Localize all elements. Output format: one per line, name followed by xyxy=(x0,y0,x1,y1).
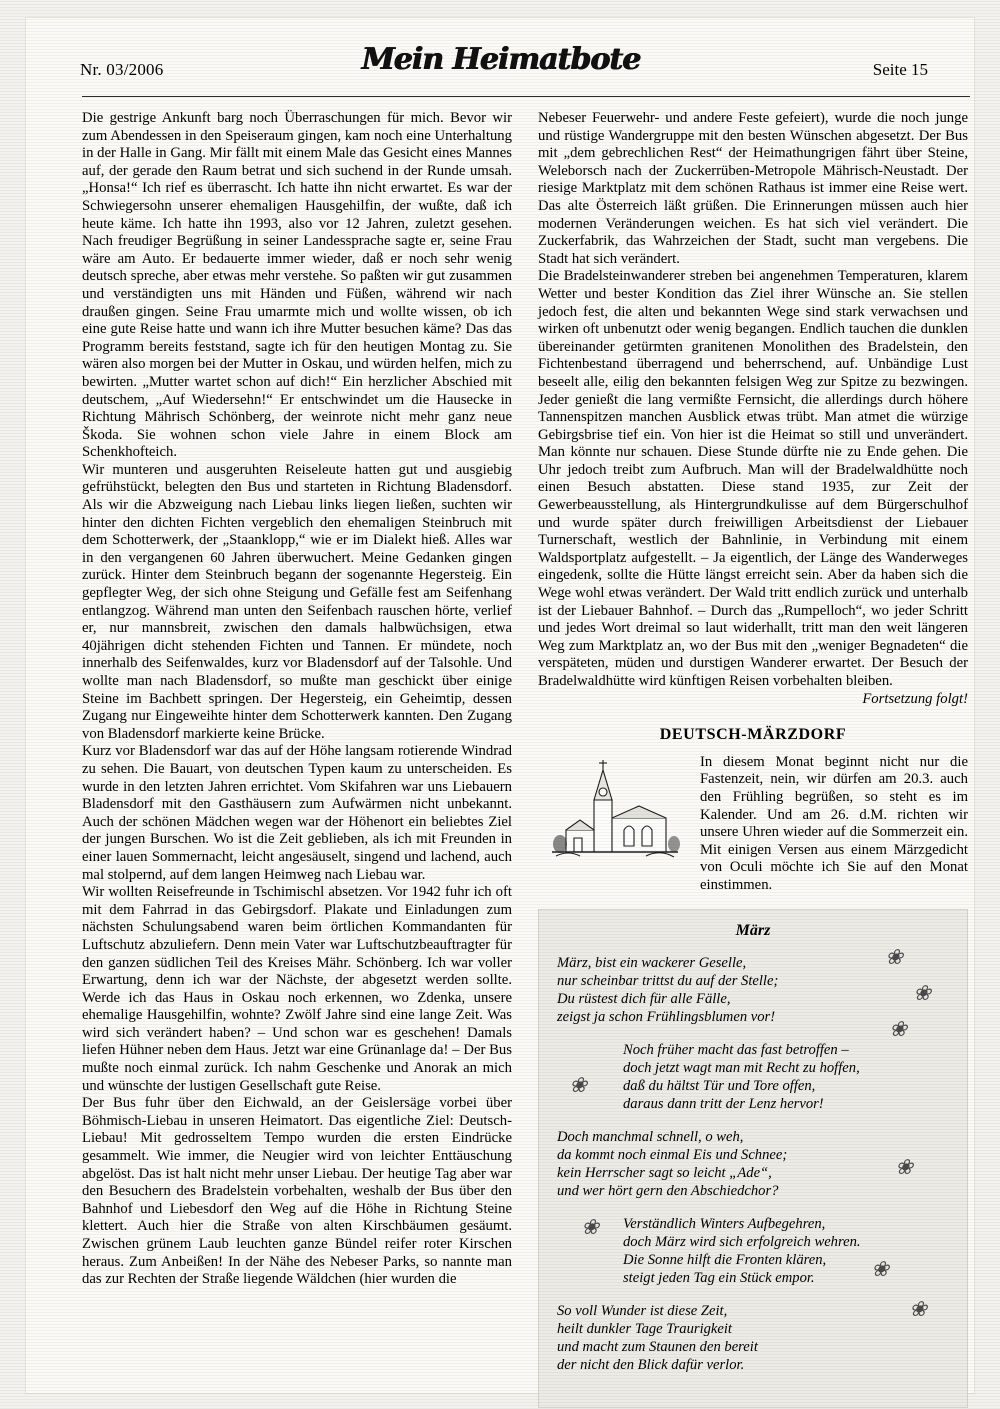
flower-icon: ❀ xyxy=(885,944,903,969)
poem-box xyxy=(538,909,968,1408)
flower-icon: ❀ xyxy=(909,1296,927,1321)
poem-line: doch jetzt wagt man mit Recht zu hoffen, xyxy=(623,1059,860,1076)
flower-icon: ❀ xyxy=(895,1154,913,1179)
paragraph: Kurz vor Bladensdorf war das auf der Höhe langsam rotierende Windrad zu sehen. Die Bauart, von deutschen Typen kaum zu unterscheiden. Es wurde in den letzten Jahren errichtet. Vom Skifahren war uns Liebauern Bladensdorf mit den Gasthäusern zum Aufwärmen nicht unbekannt. Auch der schönen Mädchen wegen war der Höhenort ein beliebtes Ziel der jungen Burschen. Wo ist die Zeit geblieben, als ich mit Freunden in einer lauen Sommernacht, leicht angesäuselt, singend und lachend, auch mal stolpernd, auf dem langen Heimweg nach Liebau war. xyxy=(82,743,512,883)
paragraph: Die Bradelsteinwanderer streben bei angenehmen Temperaturen, klarem Wetter und bester Kondition das Ziel ihrer Wünsche an. Sie stellen jedoch fest, die alten und bekannten Wege sind stark verwachsen und wirken oft unbenutzt oder wenig begangen. Endlich tauchen die dunklen übereinander getürmten granitenen Monolithen des Bradelstein, den Fichtenbestand überragend und beherrschend, auf. Unbändige Lust beseelt alle, eilig den bekannten felsigen Weg zur Spitze zu bezwingen. Jeder genießt die lang vermißte Fernsicht, die allerdings durch höhere Tannenspitzen manchen Ausblick etwas trübt. Man atmet die würzige Gebirgsbrise tief ein. Von hier ist die Heimat so still und unverändert. Man könnte nur schauen. Diese Stunde dürfte nie zu Ende gehen. Die Uhr jedoch treibt zum Aufbruch. Man will der Bradelwaldhütte noch einen Besuch abstatten. Diese stand 1935, zur Zeit der Gewerbeausstellung, als Hintergrundkulisse auf dem Bürgerschulhof und wurde später durch freiwilligen Arbeitsdienst der Liebauer Turnerschaft, westlich der Bahnlinie, in Verbindung mit einem Waldsportplatz aufgestellt. – Ja eigentlich, der Länge des Wanderweges eingedenk, sollte die Hütte längst erreicht sein. Aber da haben sich die Wege wohl etwas verändert. Der Wald tritt endlich zurück und unterhalb ist der Liebauer Bahnhof. – Durch das „Rumpelloch“, wo jeder Schritt und jedes Wort dreimal so laut widerhallt, tritt man den weit längeren Weg zum Marktplatz an, wo der Bus mit den „weniger Begnadeten“ die verspäteten, müden und durstigen Wanderer erwartet. Der Besuch der Bradelwaldhütte wird künftigen Reisen vorbehalten bleiben. xyxy=(538,268,968,689)
poem-line: Noch früher macht das fast betroffen – xyxy=(623,1041,849,1058)
poem-line: März, bist ein wackerer Geselle, xyxy=(557,954,747,971)
poem-line: da kommt noch einmal Eis und Schnee; xyxy=(557,1146,788,1163)
poem-title: März xyxy=(735,921,771,939)
paragraph: Nebeser Feuerwehr- und andere Feste gefeiert), wurde die noch junge und rüstige Wandergruppe mit den besten Wünschen abgesetzt. Der Bus mit „dem gebrechlichen Rest“ der Heimathungrigen fährt über Steine, Weleborsch nach der Zuckerrüben-Metropole Mährisch-Neustadt. Der riesige Marktplatz mit dem schönen Rathaus ist immer eine Reise wert. Das alte Österreich läßt grüßen. Die Erinnerungen müssen auch hier modernen Veränderungen weichen. Es hat sich viel verändert. Die Zuckerfabrik, das Wahrzeichen der Stadt, sucht man vergebens. Die Stadt hat sich verändert. xyxy=(538,110,968,267)
paragraph: Wir wollten Reisefreunde in Tschimischl absetzen. Vor 1942 fuhr ich oft mit dem Fahrrad in das Gebirgsdorf. Plakate und Einladungen zum nächsten Schulungsabend waren beim örtlichen Kommandanten für Luftschutz abzuliefern. Denn mein Vater war Luftschutzbeauftragter für den ganzen südlichen Teil des Kreises Mähr. Schönberg. Ich war voller Erwartung, denn ich war der Nächste, der abgesetzt werden sollte. Werde ich das Haus in Oskau noch erkennen, wo Zdenka, unsere ehemalige Hausgehilfin, wohnte? Zwölf Jahre sind eine lange Zeit. Was wird sich verändert haben? – Und schon war es geschehen! Damals liefen Hühner neben dem Haus. Jetzt war eine Grünanlage da! – Der Bus mußte noch einmal zurück. Ich nahm Geschenke und Anorak an mich und wünschte der lustigen Gesellschaft gute Reise. xyxy=(82,884,512,1094)
poem-line: Du rüstest dich für alle Fälle, xyxy=(557,990,731,1007)
section-title: DEUTSCH-MÄRZDORF xyxy=(659,726,847,744)
poem-line: heilt dunkler Tage Traurigkeit xyxy=(557,1320,732,1337)
flower-icon: ❀ xyxy=(581,1214,599,1239)
poem-line: Die Sonne hilft die Fronten klären, xyxy=(623,1251,827,1268)
poem-line: So voll Wunder ist diese Zeit, xyxy=(557,1302,728,1319)
poem-line: Doch manchmal schnell, o weh, xyxy=(557,1128,744,1145)
poem-line: der nicht den Blick dafür verlor. xyxy=(557,1356,745,1373)
left-column xyxy=(82,110,512,1289)
poem-line: Verständlich Winters Aufbegehren, xyxy=(623,1215,826,1232)
poem-line: steigt jeden Tag ein Stück empor. xyxy=(623,1269,815,1286)
poem-stanza xyxy=(557,1128,949,1200)
newsletter-page xyxy=(26,18,974,1393)
paragraph: Wir munteren und ausgeruhten Reiseleute hatten gut und ausgiebig gefrühstückt, belegten den Bus und starteten in Richtung Bladensdorf. Als wir die Abzweigung nach Liebau links liegen ließen, suchten wir hinter den dichten Fichten vergeblich den ehemaligen Steinbruch mit dem Schotterwerk, der „Staanklopp,“ wie er im Dialekt hieß. Alles war in den vergangenen 60 Jahren überwuchert. Meine Gedanken gingen zurück. Hinter dem Steinbruch begann der sogenannte Hegersteig. Ein gepflegter Weg, der sich ohne Steigung und Gefälle fest am Seifenhang entlangzog. Während man unten den Seifenbach rauschen hörte, verlief er, nur mannsbreit, zwischen den damals halbwüchsigen, etwa 40jährigen dicht stehenden Fichten und Tannen. Er mündete, noch innerhalb des Seifenwaldes, kurz vor Bladensdorf auf der Talsohle. Und wollte man nach Bladensdorf, so mußte man geschickt über einige Steine im Bachbett springen. Der Hegersteig, ein Geheimtip, dessen Zugang nur Eingeweihte hinter dem Schotterwerk kannten. Den Zugang von Bladensdorf markierte keine Brücke. xyxy=(82,461,512,742)
poem-line: nur scheinbar trittst du auf der Stelle; xyxy=(557,972,779,989)
poem-stanza xyxy=(623,1041,949,1113)
poem-line: daß du hältst Tür und Tore offen, xyxy=(623,1077,816,1094)
masthead xyxy=(56,44,946,90)
poem-stanza xyxy=(557,1302,949,1374)
header-divider xyxy=(82,96,970,97)
paragraph: Der Bus fuhr über den Eichwald, an der Geislersäge vorbei über Böhmisch-Liebau in unseren Heimatort. Das eigentliche Ziel: Deutsch-Liebau! Mit gedrosseltem Tempo wurden die ersten Eindrücke gesammelt. Wie immer, die Neugier wird von leichter Enttäuschung abgelöst. Das ist halt nicht mehr unser Liebau. Der heutige Tag aber war den Besuchern des Bradelstein vorbehalten, weshalb der Bus über den Bahnhof und Liebesdorf den Weg auf die Höhe in Richtung Steine klettert. Auch hier die Straße von alten Kirschbäumen gesäumt. Zwischen grünem Laub leuchten ganze Bündel reifer roter Kirschen heraus. Zum Anbeißen! In der Nähe des Nebeser Parks, so nannte man das zur Rechten der Straße liegende Wäldchen (hier wurden die xyxy=(82,1095,512,1288)
flower-icon: ❀ xyxy=(889,1016,907,1041)
poem-line: zeigst ja schon Frühlingsblumen vor! xyxy=(557,1008,776,1025)
right-column xyxy=(538,110,968,1408)
month-intro-text: In diesem Monat beginnt nicht nur die Fastenzeit, nein, wir dürfen am 20.3. auch den Frühling begrüßen, so steht es im Kalender. Und am 26. d.M. richten wir unsere Uhren wieder auf die Sommerzeit ein. Mit einigen Versen aus einem Märzgedicht von Oculi möchte ich Sie auf den Monat einstimmen. xyxy=(700,753,968,893)
poem-line: und wer hört gern den Abschiedchor? xyxy=(557,1182,779,1199)
flower-icon: ❀ xyxy=(871,1256,889,1281)
paragraph: Die gestrige Ankunft barg noch Überraschungen für mich. Bevor wir zum Abendessen in den Speiseraum gingen, kam noch eine Unterhaltung in der Halle in Gang. Mir fällt mit einem Male das Gesicht eines Mannes auf, der gerade den Raum betrat und sich suchend in der Runde umsah. „Honsa!“ Ich rief es überrascht. Ich hatte ihn nicht erwartet. Es war der Schwiegersohn unserer ehemaligen Hausgehilfin, der wußte, daß ich heute käme. Ich hatte ihn 1993, also vor 12 Jahren, zuletzt gesehen. Nach freudiger Begrüßung in seiner Landessprache sagte er, seine Frau wäre am Auto. Er bedauerte immer wieder, daß er noch sehr wenig deutsch spreche, aber etwas mehr verstehe. So paßten wir gut zusammen und verständigten uns mit Händen und Füßen, während wir nach draußen gingen. Seine Frau umarmte mich und wollte wissen, ob ich eine gute Reise hatte und wann ich ihre Mutter besuchen käme? Das das Programm bereits feststand, sagte ich für den heutigen Montag zu. Sie wären also morgen bei der Mutter in Oskau, und würden helfen, mich zu bewirten. „Mutter wartet schon auf dich!“ Ein herzlicher Abschied mit deutschem, „Auf Wiedersehn!“ Er entschwindet um die Hausecke in Richtung Mährisch Schönberg, der weinrote nicht mehr ganz neue Škoda. Sie wohnen schon viele Jahre in einem Block am Schenkhofteich. xyxy=(82,110,512,461)
issue-number: Nr. 03/2006 xyxy=(80,60,164,79)
poem-stanza xyxy=(623,1215,949,1287)
publication-logo: Mein Heimatbote xyxy=(361,42,641,77)
flower-icon: ❀ xyxy=(913,980,931,1005)
poem-line: kein Herrscher sagt so leicht „Ade“, xyxy=(557,1164,772,1181)
poem-line: doch März wird sich erfolgreich wehren. xyxy=(623,1233,861,1250)
poem-line: und macht zum Staunen den bereit xyxy=(557,1338,758,1355)
continuation-note: Fortsetzung folgt! xyxy=(862,690,968,707)
flower-icon: ❀ xyxy=(569,1072,587,1097)
poem-line: daraus dann tritt der Lenz hervor! xyxy=(623,1095,824,1112)
church-icon xyxy=(538,756,690,878)
page-number: Seite 15 xyxy=(872,60,928,79)
